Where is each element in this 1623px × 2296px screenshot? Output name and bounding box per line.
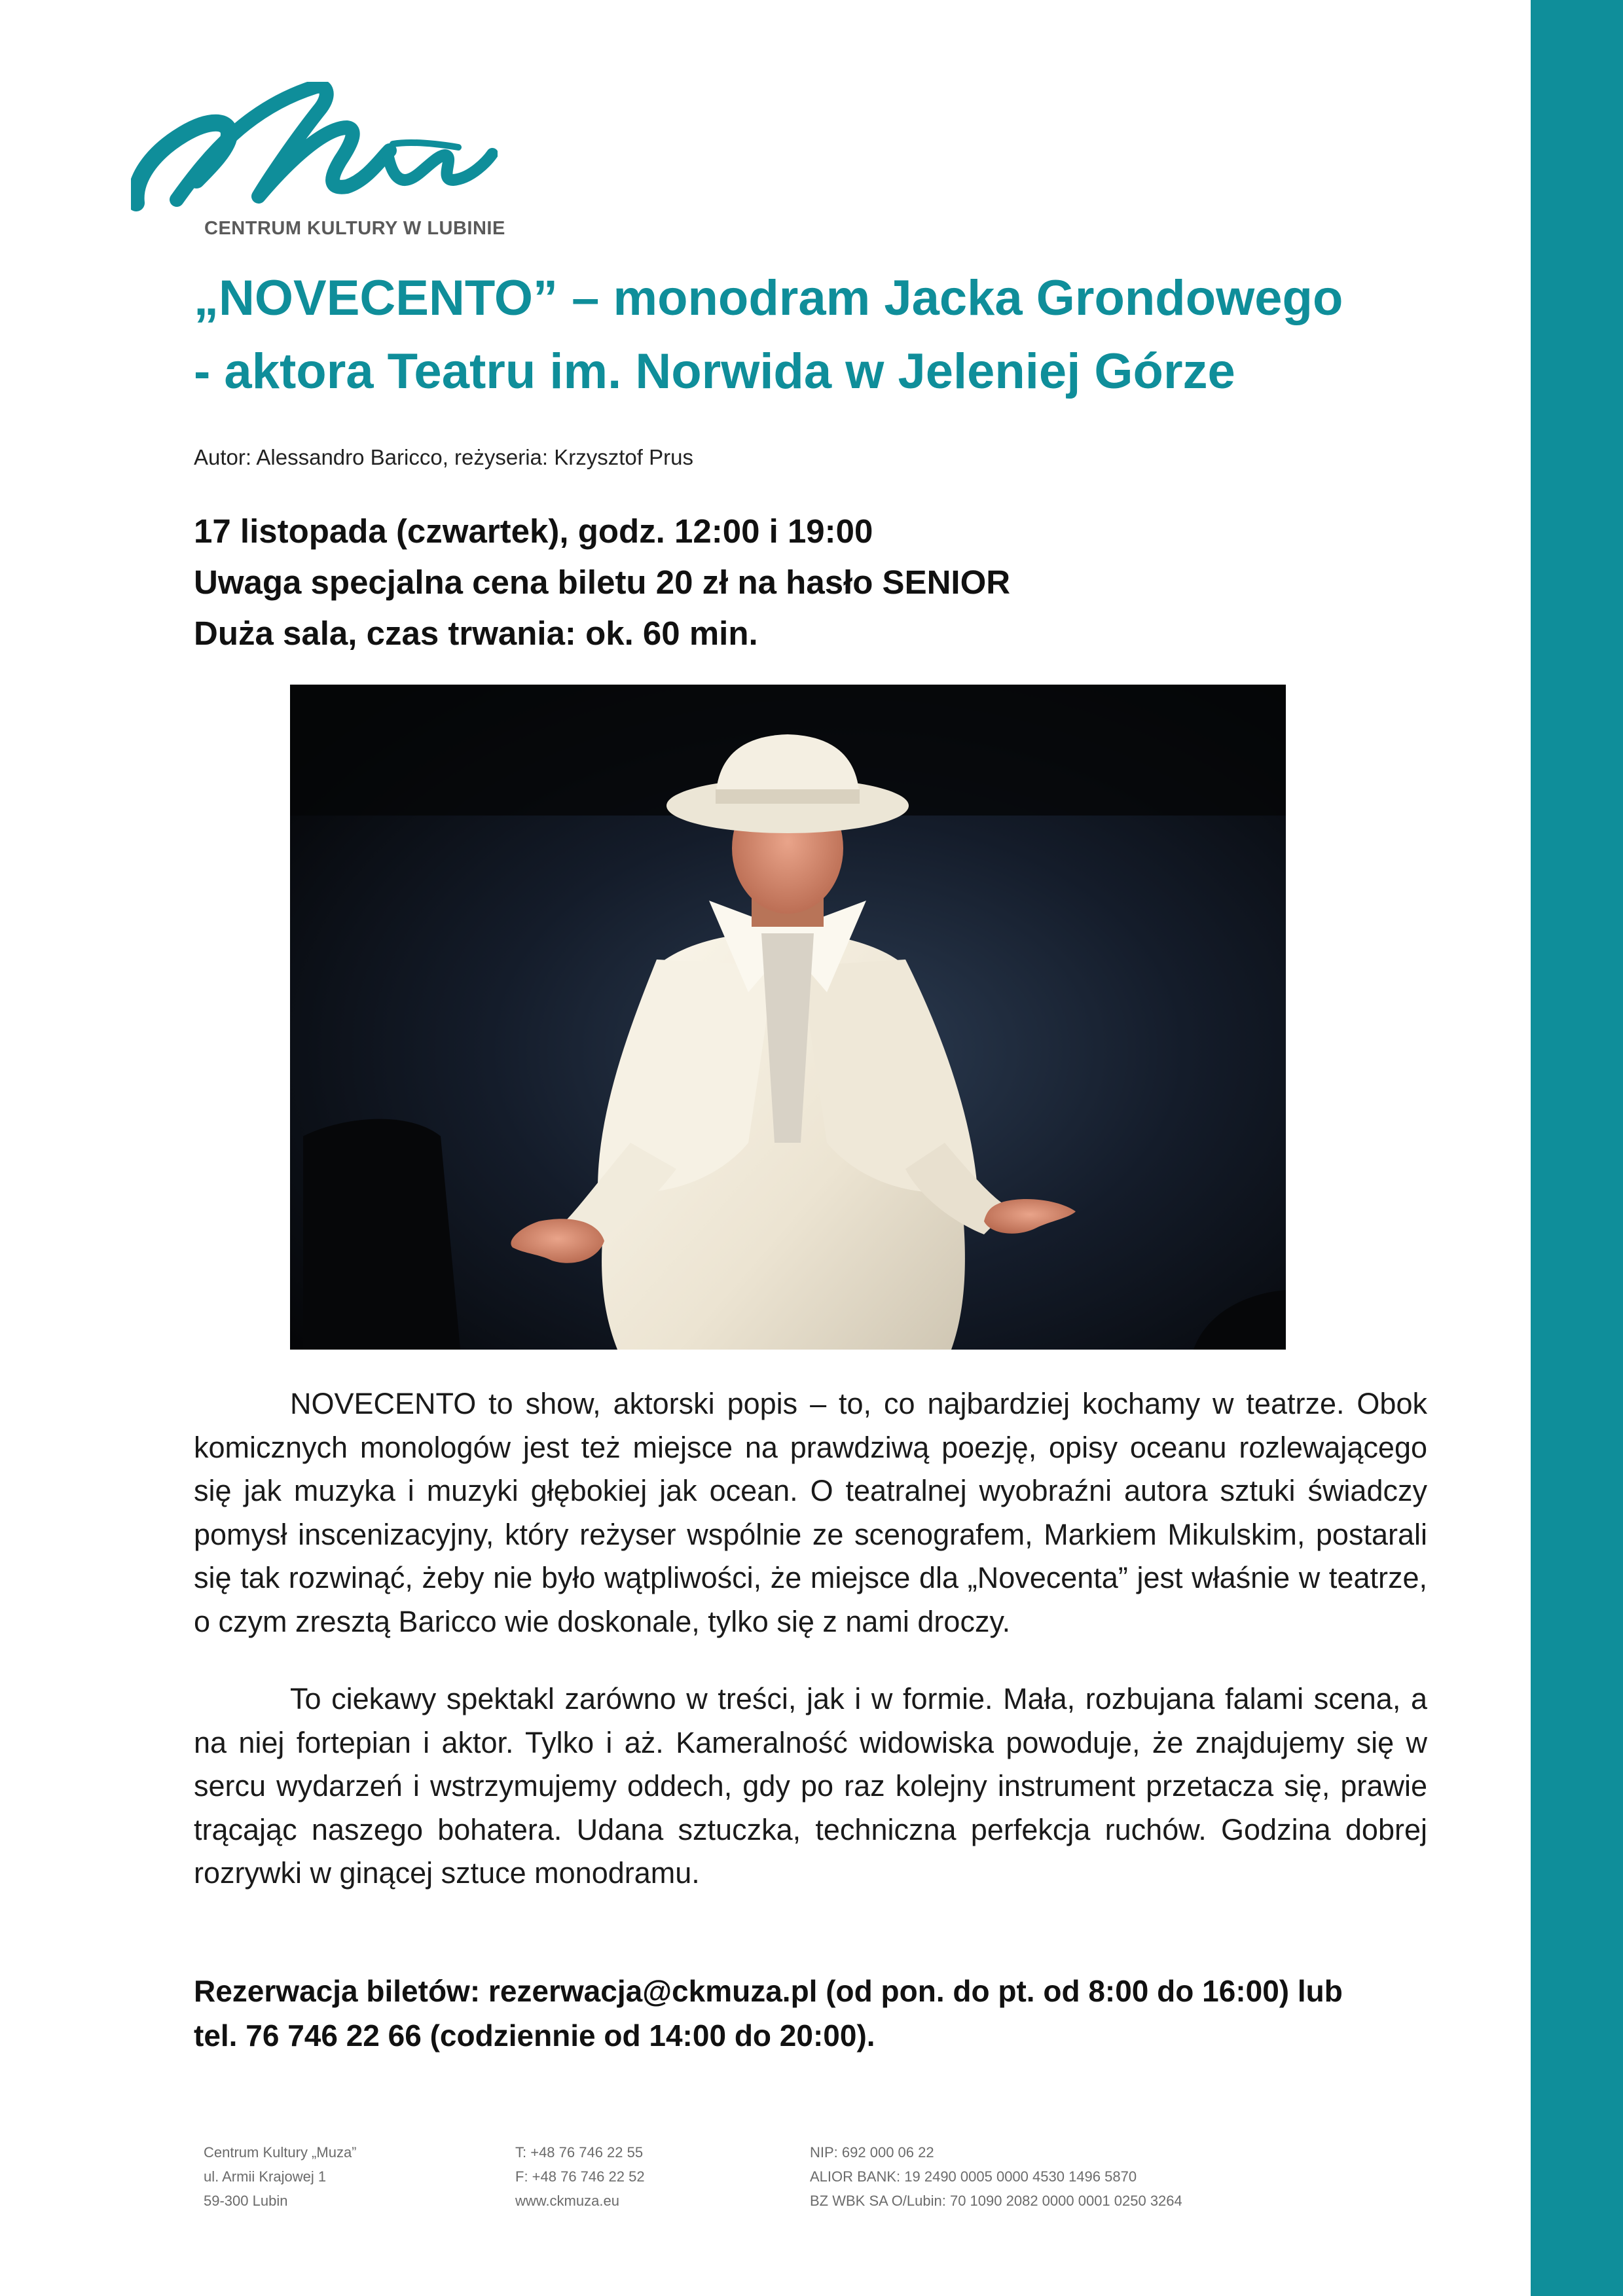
footer-contact	[515, 2140, 645, 2213]
credits: Autor: Alessandro Baricco, reżyseria: Krzysztof Prus	[194, 445, 693, 469]
title-line-2: - aktora Teatru im. Norwida w Jeleniej Górze	[194, 344, 1235, 399]
description-paragraph-2: To ciekawy spektakl zarówno w treści, jak i w formie. Mała, rozbujana falami scena, a na niej fortepian i aktor. Tylko i aż. Kameralność widowiska powoduje, że znajdujemy się w sercu wydarzeń i wstrzymujemy oddech, gdy po raz kolejny instrument przetacza się, prawie trącając naszego bohatera. Udana sztuczka, techniczna perfekcja ruchów. Godzina dobrej rozrywki w ginącej sztuce monodramu.	[194, 1682, 1427, 1890]
description	[194, 1382, 1427, 1929]
title-line-1: „NOVECENTO” – monodram Jacka Grondowego	[194, 270, 1343, 326]
footer-nip: NIP: 692 000 06 22	[810, 2144, 934, 2161]
footer-address	[204, 2140, 357, 2213]
footer-bank	[810, 2140, 1182, 2213]
reservation-info	[194, 1969, 1427, 2058]
decorative-side-band	[1531, 0, 1623, 2296]
actor-photo-illustration	[290, 685, 1286, 1350]
footer-bank-bzwbk: BZ WBK SA O/Lubin: 70 1090 2082 0000 0001 0250 3264	[810, 2193, 1182, 2209]
description-paragraph-1: NOVECENTO to show, aktorski popis – to, co najbardziej kochamy w teatrze. Obok komicznych monologów jest też miejsce na prawdziwą poezję, opisy oceanu rozlewającego się jak muzyka i muzyki głębokiej jak ocean. O teatralnej wyobraźni autora sztuki świadczy pomysł inscenizacyjny, który reżyser wspólnie ze scenografem, Markiem Mikulskim, postarali się tak rozwinąć, żeby nie było wątpliwości, że miejsce dla „Novecenta” jest właśnie w teatrze, o czym zresztą Baricco wie doskonale, tylko się z nami droczy.	[194, 1387, 1427, 1638]
muza-logo	[131, 82, 505, 242]
muza-logo-wordmark	[131, 82, 498, 216]
footer-org-name: Centrum Kultury „Muza”	[204, 2144, 357, 2161]
page-title	[194, 262, 1438, 408]
logo-subtitle: CENTRUM KULTURY W LUBINIE	[204, 218, 505, 239]
reservation-line-1: Rezerwacja biletów: rezerwacja@ckmuza.pl (od pon. do pt. od 8:00 do 16:00) lub	[194, 1974, 1343, 2008]
actor-photo	[290, 685, 1286, 1350]
event-date-time: 17 listopada (czwartek), godz. 12:00 i 19:00	[194, 512, 873, 550]
footer-bank-alior: ALIOR BANK: 19 2490 0005 0000 4530 1496 5870	[810, 2168, 1137, 2185]
event-info	[194, 506, 1438, 659]
footer-phone: T: +48 76 746 22 55	[515, 2144, 644, 2161]
footer-website: www.ckmuza.eu	[515, 2193, 619, 2209]
event-venue: Duża sala, czas trwania: ok. 60 min.	[194, 615, 758, 652]
reservation-line-2: tel. 76 746 22 66 (codziennie od 14:00 do 20:00).	[194, 2018, 875, 2053]
footer-fax: F: +48 76 746 22 52	[515, 2168, 645, 2185]
footer-street: ul. Armii Krajowej 1	[204, 2168, 327, 2185]
event-price-note: Uwaga specjalna cena biletu 20 zł na hasło SENIOR	[194, 564, 1011, 601]
footer-city: 59-300 Lubin	[204, 2193, 288, 2209]
